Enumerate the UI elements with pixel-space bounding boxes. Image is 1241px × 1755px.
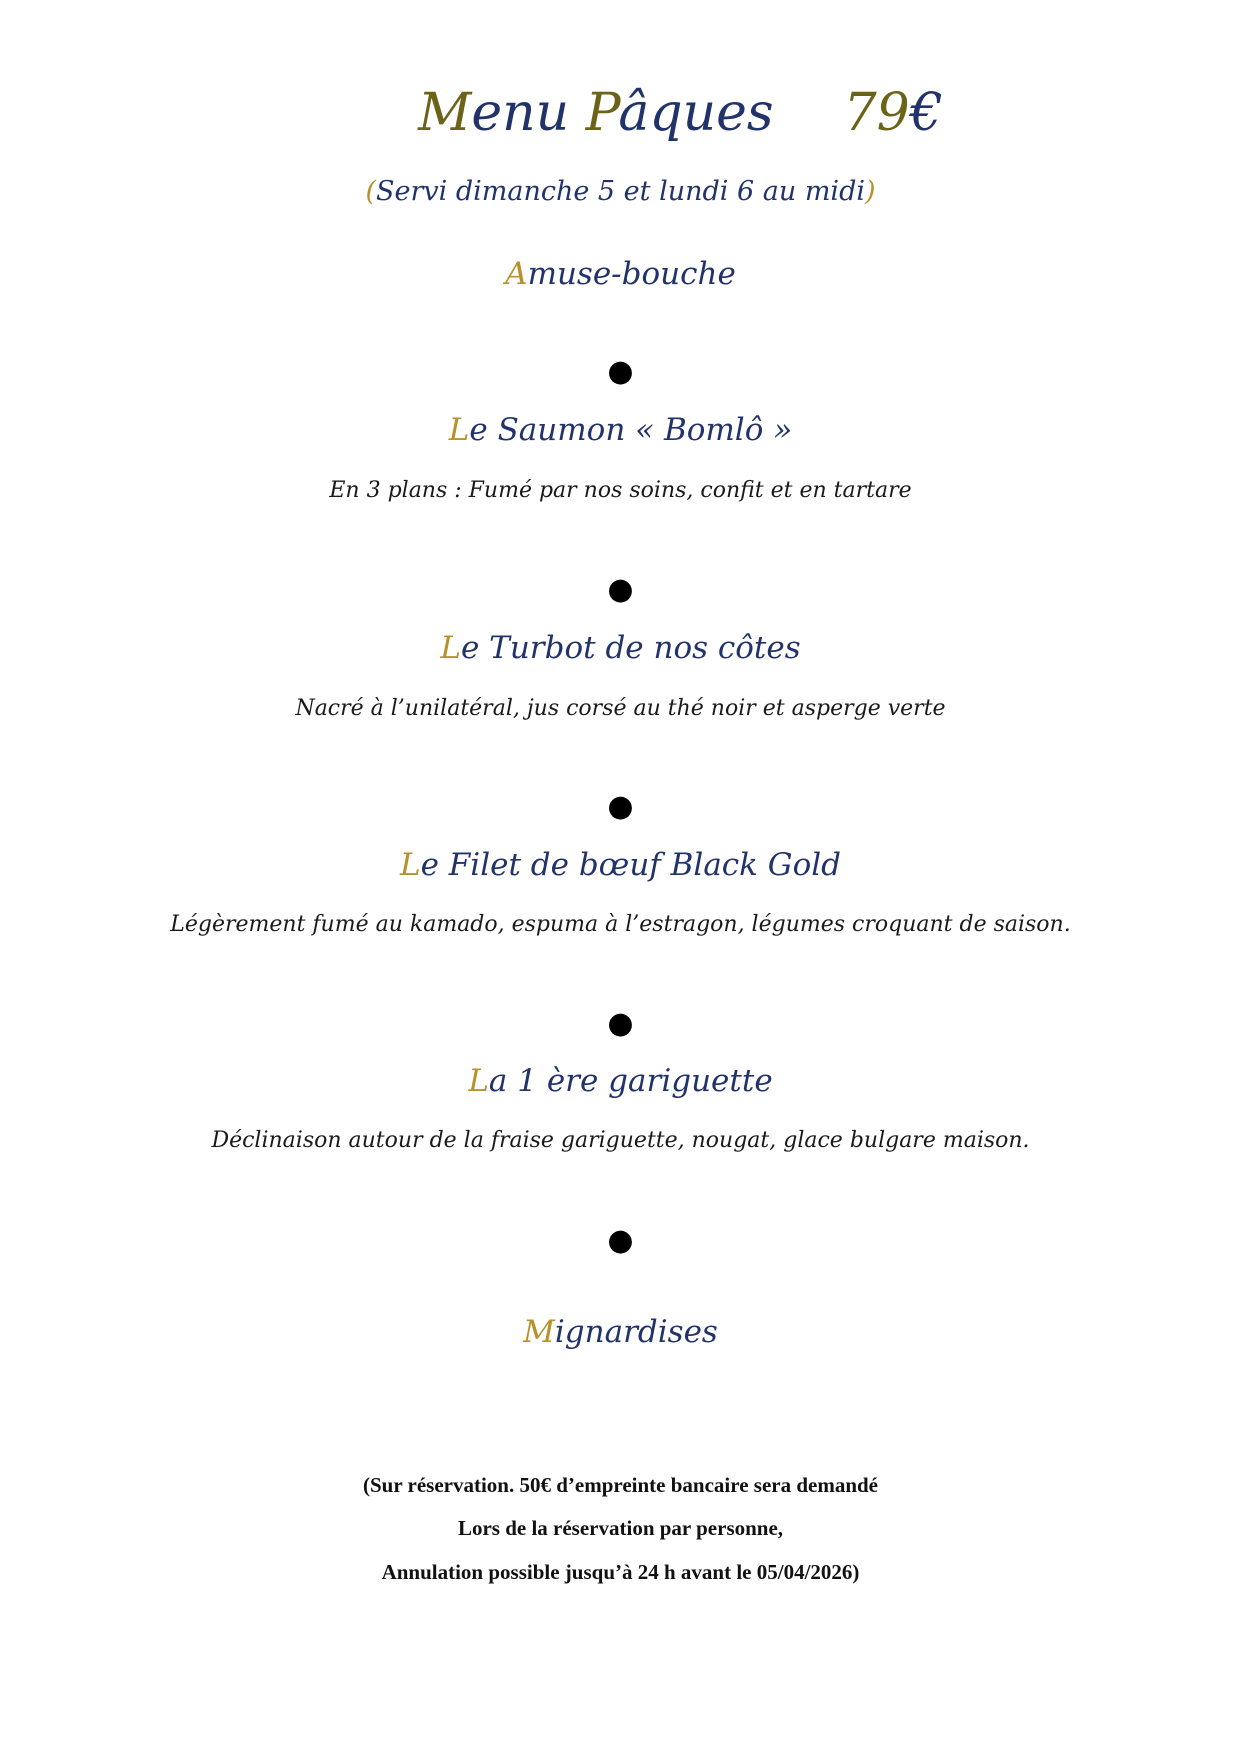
separator-bullet: ● [607,789,634,824]
reservation-note-line-2: Lors de la réservation par personne, [457,1516,784,1540]
title-letter-p: P [585,83,619,143]
price-euro: € [909,83,943,143]
course-amuse-bouche [0,252,1241,296]
course-description: Déclinaison autour de la fraise gariguette, nougat, glace bulgare maison. [211,1128,1030,1153]
price-digit-7: 7 [843,83,877,143]
reservation-note-line-3: Annulation possible jusqu’à 24 h avant le 05/04/2026) [381,1560,860,1584]
title-enu: enu [471,83,586,143]
course-title: e Filet de bœuf Black Gold [420,847,841,883]
title-aques: âques [618,83,774,143]
course-title: a 1 ère gariguette [488,1063,773,1099]
reservation-note-line-1: (Sur réservation. 50€ d’empreinte bancaire sera demandé [362,1473,879,1497]
subtitle-text: Servi dimanche 5 et lundi 6 au midi [375,176,865,207]
subtitle-close-paren: ) [865,176,876,207]
menu-title [60,78,1241,148]
course-title: ignardises [554,1314,718,1350]
course-gariguette [0,1059,1241,1103]
course-initial: L [448,412,470,448]
menu-price [844,78,943,148]
course-saumon [0,408,1241,452]
course-initial: A [505,256,528,292]
course-description: Légèrement fumé au kamado, espuma à l’estragon, légumes croquant de saison. [170,912,1071,937]
separator-bullet: ● [607,1006,634,1041]
course-turbot [0,626,1241,670]
course-title: muse-bouche [527,256,736,292]
course-description: Nacré à l’unilatéral, jus corsé au thé noir et asperge verte [295,696,946,721]
course-title: e Saumon « Bomlô » [469,412,793,448]
course-description: En 3 plans : Fumé par nos soins, confit et en tartare [329,478,912,503]
course-initial: M [523,1314,555,1350]
separator-bullet: ● [607,572,634,607]
course-filet-de-boeuf [0,843,1241,887]
course-title: e Turbot de nos côtes [460,630,801,666]
separator-bullet: ● [607,1223,634,1258]
course-mignardises [0,1310,1241,1354]
subtitle-open-paren: ( [365,176,376,207]
menu-subtitle [0,172,1241,212]
price-digit-9: 9 [876,83,910,143]
title-letter-m: M [418,83,472,143]
course-initial: L [468,1063,489,1099]
separator-bullet: ● [607,354,634,389]
course-initial: L [400,847,421,883]
course-initial: L [440,630,461,666]
title-text [418,78,773,148]
